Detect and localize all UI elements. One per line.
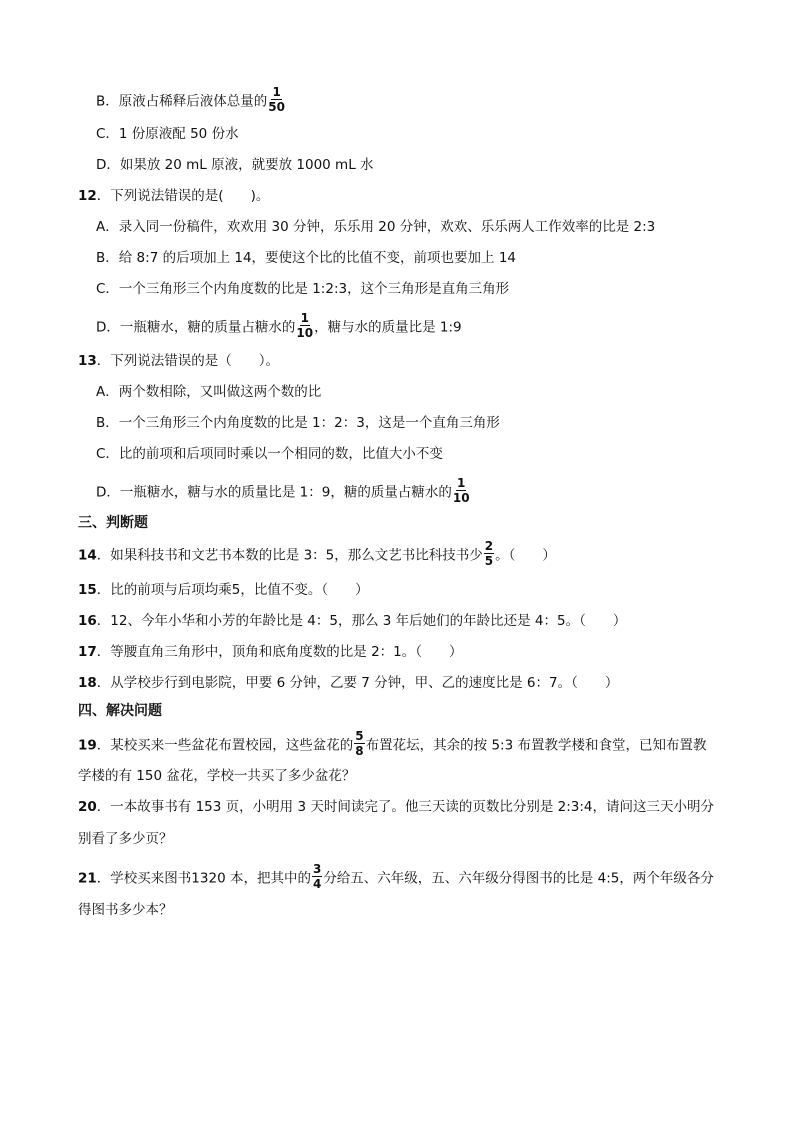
q11-option-b-text: B．原液占稀释后液体总量的: [96, 93, 268, 110]
q19-number: 19: [78, 737, 97, 754]
q13-stem: [78, 351, 279, 371]
fraction-numerator: 1: [300, 311, 309, 325]
q11-option-b-fraction: [268, 86, 285, 113]
fraction-denominator: 50: [268, 100, 285, 114]
q18-number: 18: [78, 675, 97, 691]
q21-line-2: 得图书多少本？: [78, 902, 173, 918]
q12-option-a: A．录入同一份稿件，欢欢用 30 分钟，乐乐用 20 分钟，欢欢、乐乐两人工作效率的比是 2:3: [96, 219, 656, 235]
q19-line-2: 学楼的有 150 盆花，学校一共买了多少盆花？: [78, 768, 356, 784]
q11-option-c: C．1 份原液配 50 份水: [96, 126, 239, 142]
q16-text: ．12、今年小华和小芳的年龄比是 4：5，那么 3 年后她们的年龄比还是 4：5。（ ）: [96, 613, 627, 629]
q19-fraction: [354, 730, 364, 757]
q17: [78, 642, 463, 662]
q21-line-1: [78, 862, 714, 892]
q17-text: ．等腰直角三角形中，顶角和底角度数的比是 2：1。（ ）: [96, 644, 463, 660]
q12-option-d-tail: ，糖与水的质量比是 1:9: [314, 319, 462, 336]
q12-option-c: C．一个三角形三个内角度数的比是 1:2:3，这个三角形是直角三角形: [96, 281, 510, 297]
q14-tail: 。（ ）: [495, 547, 556, 564]
q12-stem: [78, 186, 269, 206]
q17-number: 17: [78, 644, 97, 660]
q12-stem-text: ．下列说法错误的是( )。: [96, 188, 270, 204]
q21-number: 21: [78, 870, 97, 887]
fraction-denominator: 10: [452, 491, 470, 505]
q16: [78, 611, 626, 631]
fraction-denominator: 5: [484, 554, 494, 568]
q11-option-d: D．如果放 20 mL 原液，就要放 1000 mL 水: [96, 157, 374, 173]
fraction-denominator: 8: [355, 744, 364, 758]
section-4-heading: 四、解决问题: [78, 703, 162, 719]
q21-fraction: [312, 863, 322, 890]
q19-text: ．某校买来一些盆花布置校园，这些盆花的: [96, 737, 354, 754]
q20-line-2: 别看了多少页？: [78, 831, 173, 847]
q14-fraction: [484, 540, 494, 567]
q13-stem-text: ．下列说法错误的是（ ）。: [96, 353, 280, 369]
q14-number: 14: [78, 547, 97, 564]
q14-text: ．如果科技书和文艺书本数的比是 3：5，那么文艺书比科技书少: [96, 547, 483, 564]
q12-option-b: B．给 8:7 的后项加上 14，要使这个比的比值不变，前项也要加上 14: [96, 250, 517, 266]
q12-number: 12: [78, 188, 97, 204]
q14: [78, 539, 556, 569]
section-3-heading: 三、判断题: [78, 515, 148, 531]
q13-option-d: [96, 476, 471, 506]
q20-text: ．一本故事书有 153 页，小明用 3 天时间读完了。他三天读的页数比分别是 2:3:4，请问这三天小明分: [96, 799, 714, 815]
q15-number: 15: [78, 582, 97, 598]
q21-text: ．学校买来图书1320 本，把其中的: [96, 870, 311, 887]
q19-text-cont: 布置花坛，其余的按 5:3 布置教学楼和食堂，已知布置教: [365, 737, 707, 754]
q20-line-1: [78, 797, 714, 817]
q21-text-cont: 分给五、六年级，五、六年级分得图书的比是 4:5，两个年级各分: [323, 870, 714, 887]
fraction-denominator: 4: [312, 877, 322, 891]
q13-option-c: C．比的前项和后项同时乘以一个相同的数，比值大小不变: [96, 446, 443, 462]
fraction-numerator: 5: [355, 729, 364, 743]
q12-option-d-fraction: [296, 312, 313, 339]
q18: [78, 673, 618, 693]
q15: [78, 580, 369, 600]
q13-option-a: A．两个数相除，又叫做这两个数的比: [96, 384, 322, 400]
q13-option-d-text: D．一瓶糖水，糖与水的质量比是 1：9，糖的质量占糖水的: [96, 484, 452, 501]
q12-option-d-text: D．一瓶糖水，糖的质量占糖水的: [96, 319, 296, 336]
q13-number: 13: [78, 353, 97, 369]
q19-line-1: [78, 729, 707, 759]
q13-option-d-fraction: [453, 477, 470, 504]
q12-option-d: [96, 311, 462, 341]
q13-option-b: B．一个三角形三个内角度数的比是 1：2：3，这是一个直角三角形: [96, 415, 500, 431]
q15-text: ．比的前项与后项均乘5，比值不变。（ ）: [96, 582, 369, 598]
fraction-numerator: 3: [312, 862, 322, 876]
q16-number: 16: [78, 613, 97, 629]
q20-number: 20: [78, 799, 97, 815]
fraction-denominator: 10: [296, 326, 314, 340]
fraction-numerator: 1: [457, 476, 466, 490]
fraction-numerator: 2: [484, 539, 494, 553]
q11-option-b: [96, 85, 286, 115]
fraction-numerator: 1: [272, 85, 281, 99]
q18-text: ．从学校步行到电影院，甲要 6 分钟，乙要 7 分钟，甲、乙的速度比是 6：7。（ ）: [96, 675, 619, 691]
